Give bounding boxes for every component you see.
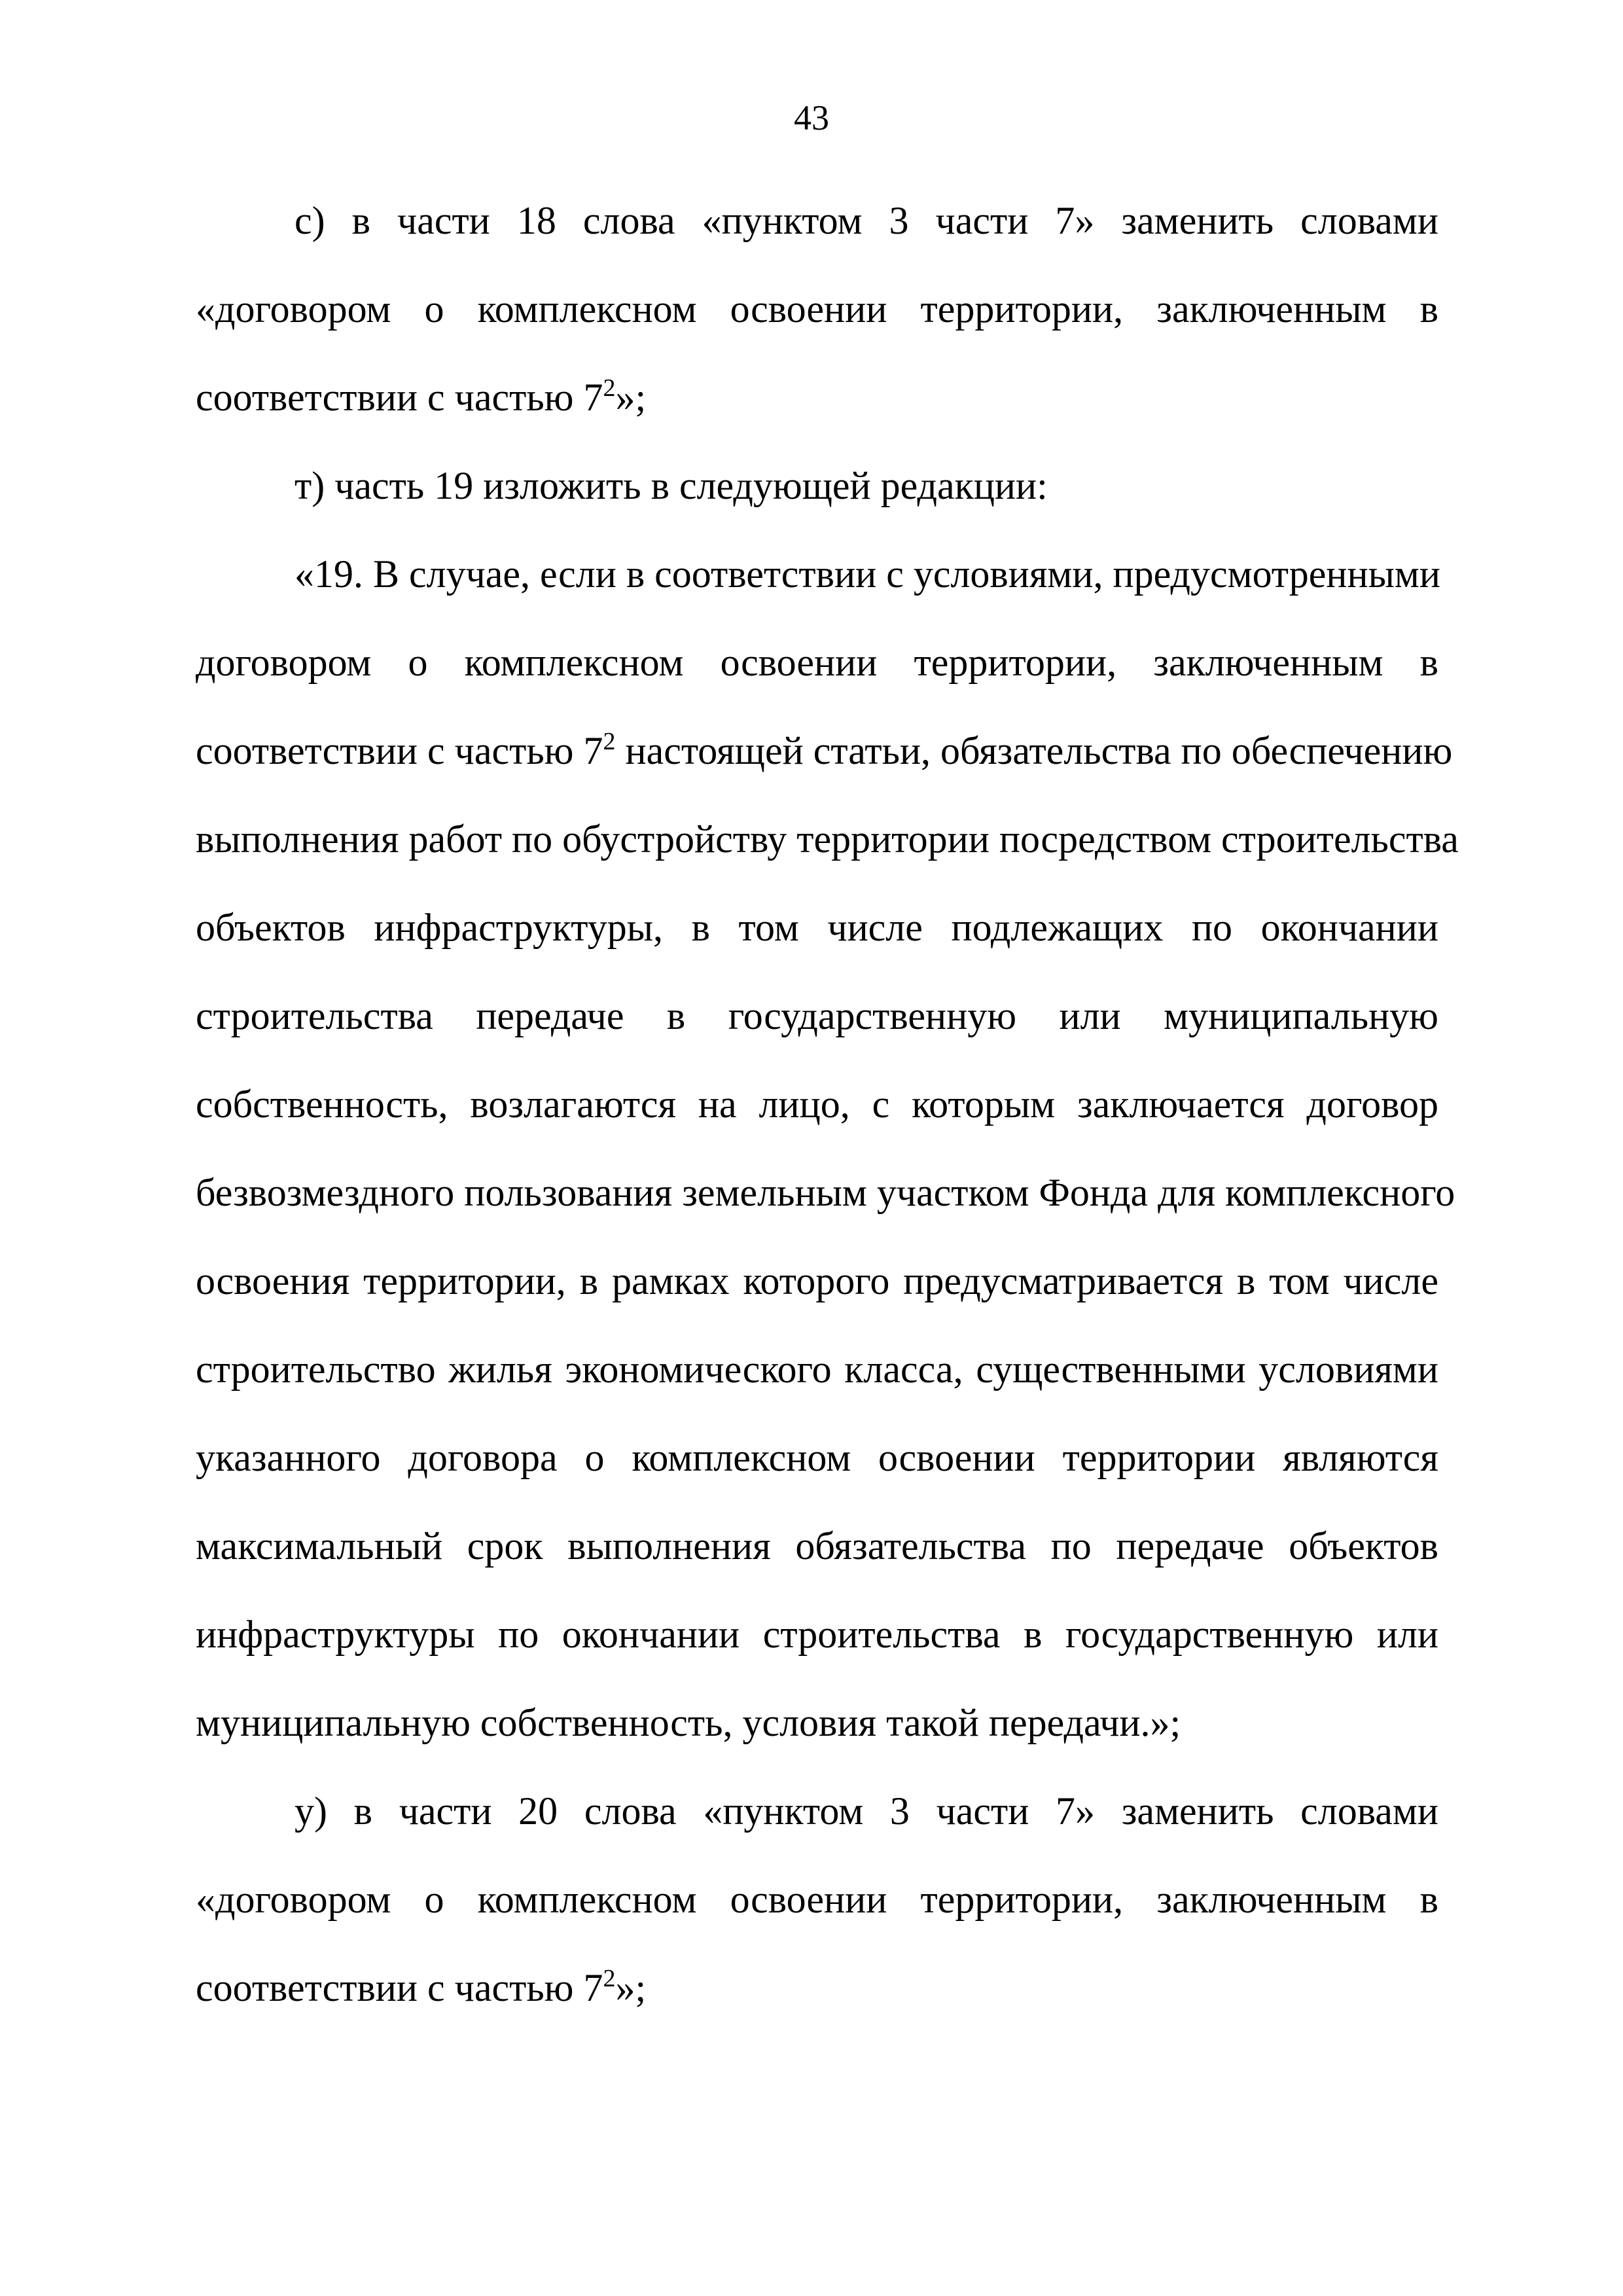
quoted-part-19-line [196,972,1438,1060]
line-text: безвозмездного пользования земельным участком Фонда для комплексного [196,1171,1455,1214]
line-text: соответствии с частью 7 [196,729,603,772]
line-text: договором о комплексном освоении территории, заключенным в [196,641,1438,684]
paragraph-s-line [196,265,1438,353]
quoted-part-19-line [196,1590,1438,1679]
line-text: освоения территории, в рамках которого предусматривается в том числе [196,1259,1438,1302]
quoted-part-19-line [196,1414,1438,1502]
superscript: 2 [603,728,616,755]
line-text: »; [615,1966,647,2009]
line-text: с) в части 18 слова «пунктом 3 части 7» заменить словами [294,199,1438,242]
page-number: 43 [794,98,829,137]
paragraph-t-line [196,442,1438,530]
quoted-part-19-line [196,1149,1455,1237]
line-text: объектов инфраструктуры, в том числе подлежащих по окончании [196,906,1438,949]
line-text: выполнения работ по обустройству территории посредством строительства [196,817,1459,861]
line-text: собственность, возлагаются на лицо, с которым заключается договор [196,1083,1438,1126]
quoted-part-19-line [196,1325,1438,1414]
line-text: «договором о комплексном освоении территории, заключенным в [196,1878,1438,1921]
paragraph-u-line [196,1944,1438,2032]
quoted-part-19-line [196,1237,1438,1325]
quoted-part-19-line [196,884,1438,972]
superscript: 2 [603,1965,616,1992]
line-text: т) часть 19 изложить в следующей редакции: [294,464,1048,507]
line-text: инфраструктуры по окончании строительства в государственную или [196,1613,1438,1656]
quoted-part-19-line [196,1060,1438,1149]
paragraph-u-line [196,1767,1438,1856]
line-text: у) в части 20 слова «пунктом 3 части 7» заменить словами [294,1789,1438,1833]
paragraph-u-line [196,1856,1438,1944]
quoted-part-19-line [196,795,1459,884]
line-text: »; [615,376,647,419]
quoted-part-19-line [196,530,1438,619]
quoted-part-19-line [196,707,1453,795]
line-text: строительство жилья экономического класса, существенными условиями [196,1348,1438,1391]
line-text: максимальный срок выполнения обязательства по передаче объектов [196,1524,1438,1568]
quoted-part-19-line [196,1502,1438,1590]
superscript: 2 [603,374,616,402]
line-text: муниципальную собственность, условия такой передачи.»; [196,1701,1181,1744]
line-text: «19. В случае, если в соответствии с условиями, предусмотренными [294,552,1440,596]
line-text: соответствии с частью 7 [196,376,603,419]
document-body [196,177,1459,2032]
line-text: «договором о комплексном освоении территории, заключенным в [196,287,1438,331]
line-text: строительства передаче в государственную или муниципальную [196,994,1438,1037]
line-text: указанного договора о комплексном освоении территории являются [196,1436,1438,1479]
line-text: соответствии с частью 7 [196,1966,603,2009]
paragraph-s-line [196,177,1438,265]
paragraph-s-line [196,353,1438,442]
quoted-part-19-line [196,619,1438,707]
line-text: настоящей статьи, обязательства по обеспечению [615,729,1453,772]
quoted-part-19-line [196,1679,1438,1767]
